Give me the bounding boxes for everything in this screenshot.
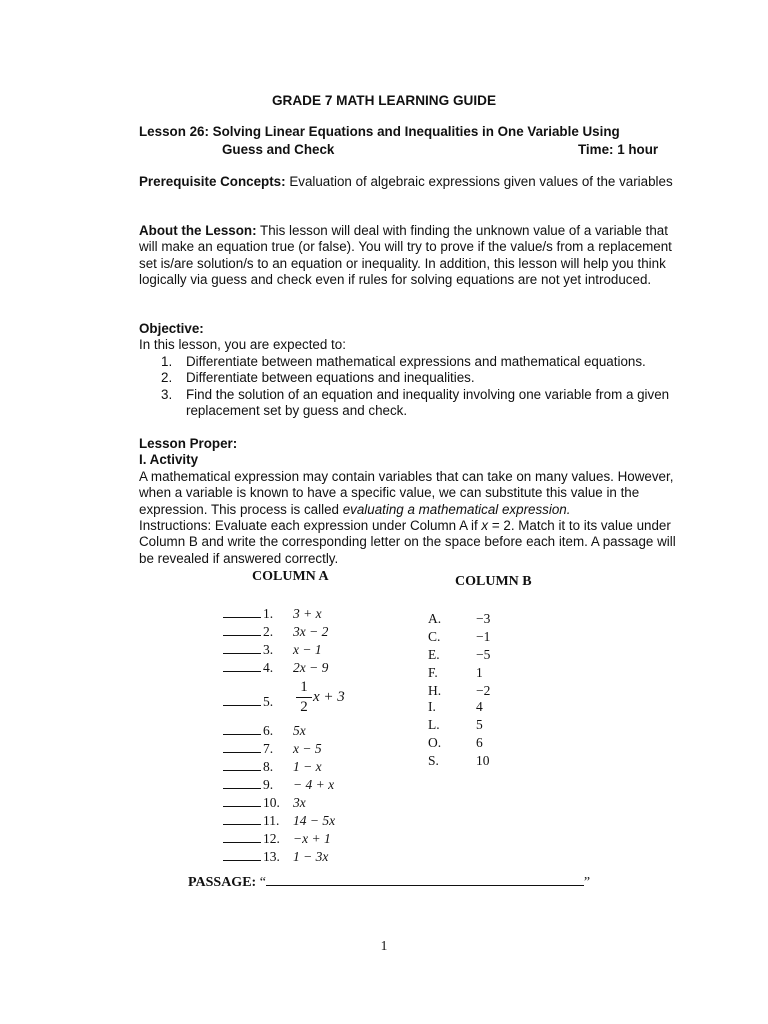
- lesson-proper-section: [139, 436, 679, 567]
- item-expression: 5x: [293, 723, 306, 738]
- column-a-item: [223, 776, 335, 794]
- choice-letter: S.: [428, 753, 439, 768]
- objective-intro: In this lesson, you are expected to:: [139, 337, 346, 353]
- instructions-variable: x: [481, 518, 489, 534]
- choice-letter: H.: [428, 683, 442, 698]
- prerequisite-paragraph: [139, 174, 679, 190]
- activity-italic-term: evaluating a mathematical expression.: [342, 501, 571, 517]
- passage-open-quote: “: [259, 875, 266, 890]
- answer-blank[interactable]: [223, 623, 261, 636]
- instructions-paragraph: [139, 518, 679, 567]
- objective-item: [139, 387, 679, 420]
- objective-number: 1.: [161, 353, 173, 369]
- choice-letter: F.: [428, 665, 438, 680]
- column-b-heading: COLUMN B: [455, 574, 532, 589]
- prerequisite-label: Prerequisite Concepts:: [139, 174, 286, 189]
- choice-letter: L.: [428, 717, 440, 732]
- item-number: 9.: [263, 777, 274, 792]
- item-expression: 1 − 3x: [293, 849, 329, 864]
- item-expression: − 4 + x: [293, 777, 335, 792]
- item-expression: x + 3: [313, 689, 345, 705]
- answer-blank[interactable]: [223, 641, 261, 654]
- item-expression: 14 − 5x: [293, 813, 336, 828]
- choice-letter: C.: [428, 629, 441, 644]
- fraction-one-half: [296, 679, 312, 716]
- choice-letter: A.: [428, 611, 442, 626]
- about-text: This lesson will deal with finding the unknown value of a variable that will make an equation true (or false). You will try to prove if the value/s from a replacement set is/are solution/s to an equation or inequality. In addition, this lesson will help you think logically via guess and check even if rules for solving equations are not yet introduced.: [139, 223, 672, 288]
- choice-value: 10: [476, 753, 490, 768]
- instructions-text-a: Instructions: Evaluate each expression under Column A if: [139, 518, 482, 534]
- column-a-item: [223, 740, 322, 758]
- item-number: 1.: [263, 606, 274, 621]
- column-b-item: [428, 698, 483, 716]
- passage-close-quote: ”: [583, 875, 591, 890]
- answer-blank[interactable]: [223, 693, 261, 706]
- item-number: 6.: [263, 723, 274, 738]
- column-a-item: [223, 758, 322, 776]
- answer-blank[interactable]: [223, 740, 261, 753]
- answer-blank[interactable]: [223, 659, 261, 672]
- item-expression: x − 5: [293, 741, 322, 756]
- lesson-time: Time: 1 hour: [578, 142, 659, 157]
- column-b-item: [428, 610, 491, 628]
- about-label: About the Lesson:: [139, 223, 257, 238]
- item-number: 7.: [263, 741, 274, 756]
- passage-label: PASSAGE:: [188, 875, 257, 890]
- item-number: 8.: [263, 759, 274, 774]
- objective-item: [139, 354, 679, 370]
- objective-section: [139, 321, 679, 419]
- column-a-item: [223, 722, 306, 740]
- answer-blank[interactable]: [223, 830, 261, 843]
- column-a-item: [223, 693, 274, 711]
- column-b-item: [428, 752, 490, 770]
- item-expression: 2x − 9: [293, 660, 329, 675]
- objective-text: Differentiate between equations and inequalities.: [186, 370, 475, 386]
- objective-number: 2.: [161, 370, 173, 386]
- item-number: 13.: [263, 849, 280, 864]
- choice-letter: O.: [428, 735, 442, 750]
- objective-number: 3.: [161, 386, 173, 402]
- column-a-item: [223, 623, 329, 641]
- item-number: 2.: [263, 624, 274, 639]
- choice-value: 6: [476, 735, 483, 750]
- column-b-item: [428, 646, 491, 664]
- column-b-item: [428, 664, 483, 682]
- choice-value: 1: [476, 665, 483, 680]
- item-number: 12.: [263, 831, 280, 846]
- item-number: 5.: [263, 694, 274, 709]
- column-b-item: [428, 734, 483, 752]
- objective-item: [139, 370, 679, 386]
- choice-value: 5: [476, 717, 483, 732]
- answer-blank[interactable]: [223, 812, 261, 825]
- activity-label: I. Activity: [139, 452, 199, 468]
- fraction-denominator: 2: [300, 699, 308, 715]
- instructions-text-b: = 2. Match it to its value under Column B and write the corresponding letter on the space before each item. A passage will be revealed if answered correctly.: [139, 518, 676, 566]
- answer-blank[interactable]: [223, 605, 261, 618]
- column-a-item: [223, 641, 322, 659]
- column-a-item: [223, 659, 329, 677]
- choice-value: −1: [476, 629, 491, 644]
- about-paragraph: [139, 223, 679, 289]
- fraction-numerator: 1: [300, 679, 308, 695]
- prerequisite-text: Evaluation of algebraic expressions given values of the variables: [285, 174, 673, 189]
- item-expression: x − 1: [293, 642, 322, 657]
- answer-blank[interactable]: [223, 776, 261, 789]
- page-number: 1: [380, 938, 388, 953]
- choice-letter: E.: [428, 647, 440, 662]
- objective-text: Find the solution of an equation and inequality involving one variable from a given replacement set by guess and check.: [186, 386, 670, 419]
- lesson-proper-label: Lesson Proper:: [139, 436, 238, 451]
- fraction-bar: [296, 697, 312, 698]
- activity-paragraph: [139, 469, 679, 518]
- item-number: 10.: [263, 795, 280, 810]
- choice-value: −3: [476, 611, 491, 626]
- page-title: GRADE 7 MATH LEARNING GUIDE: [271, 93, 497, 108]
- item-expression: −x + 1: [293, 831, 331, 846]
- activity-text: A mathematical expression may contain variables that can take on many values. However, when a variable is known to have a specific value, we can substitute this value in the expression. This process is called: [139, 468, 674, 517]
- choice-value: 4: [476, 699, 483, 714]
- column-a-item: [223, 794, 306, 812]
- objective-label: Objective:: [139, 321, 204, 336]
- passage-line: [188, 873, 590, 891]
- choice-value: −5: [476, 647, 491, 662]
- column-a-item: [223, 830, 331, 848]
- item-number: 4.: [263, 660, 274, 675]
- passage-answer-blank[interactable]: [266, 873, 584, 886]
- objective-text: Differentiate between mathematical expressions and mathematical equations.: [186, 353, 646, 369]
- item-expression: 1 − x: [293, 759, 322, 774]
- answer-blank[interactable]: [223, 794, 261, 807]
- column-a-item: [223, 812, 336, 830]
- item-number: 3.: [263, 642, 274, 657]
- answer-blank[interactable]: [223, 848, 261, 861]
- lesson-title-line2: Guess and Check: [222, 142, 335, 157]
- column-a-item: [223, 605, 322, 623]
- column-b-item: [428, 716, 483, 734]
- objective-list: [139, 354, 679, 420]
- lesson-title-line1: Lesson 26: Solving Linear Equations and Inequalities in One Variable Using: [139, 124, 620, 139]
- answer-blank[interactable]: [223, 758, 261, 771]
- item-expression: 3x: [293, 795, 306, 810]
- answer-blank[interactable]: [223, 722, 261, 735]
- column-a-item: [223, 848, 329, 866]
- item-expression: 3 + x: [293, 606, 322, 621]
- choice-letter: I.: [428, 699, 436, 714]
- choice-value: −2: [476, 683, 491, 698]
- item-number: 11.: [263, 813, 280, 828]
- column-a-heading: COLUMN A: [252, 569, 329, 584]
- column-b-item: [428, 628, 491, 646]
- item-expression: 3x − 2: [293, 624, 329, 639]
